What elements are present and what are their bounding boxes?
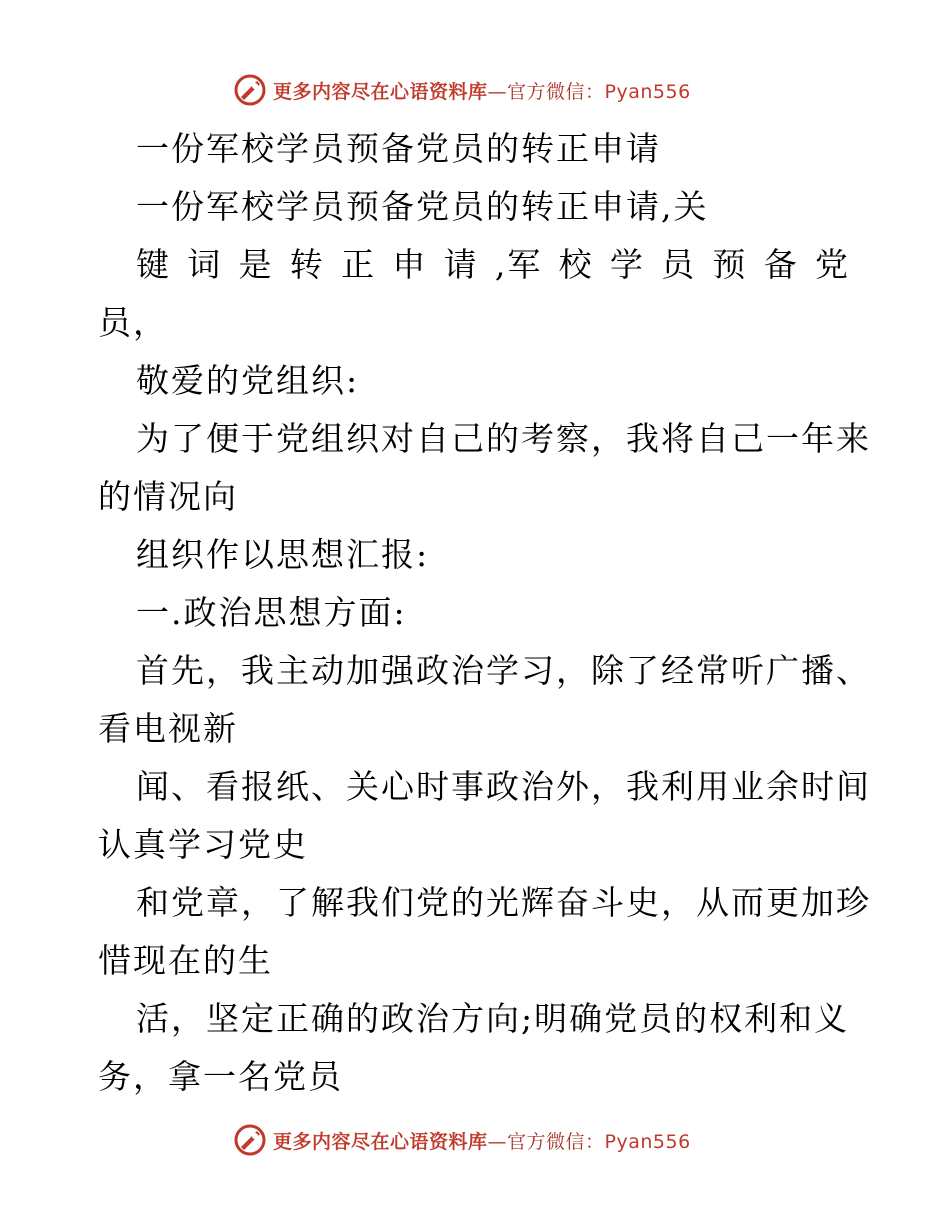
logo-icon: [233, 73, 267, 107]
keyword-token: 员: [661, 245, 697, 284]
header-watermark-inner: [233, 70, 691, 110]
keyword-token: 转: [289, 245, 325, 284]
doc-line-16: 活，坚定正确的政治方向;明确党员的权利和义: [136, 999, 850, 1038]
doc-line-14: 和党章，了解我们党的光辉奋斗史，从而更加珍: [136, 883, 871, 922]
header-watermark-wechat-id: Pyan556: [604, 80, 691, 103]
keyword-token: 词: [187, 245, 223, 284]
doc-title: 一份军校学员预备党员的转正申请: [136, 129, 661, 168]
doc-line-10: 首先，我主动加强政治学习，除了经常听广播、: [136, 651, 871, 690]
keyword-token: 校: [558, 245, 594, 284]
footer-watermark: [0, 1120, 950, 1160]
keyword-token: 申: [392, 245, 428, 284]
doc-section-heading: 一.政治思想方面:: [136, 593, 407, 632]
doc-line-3-keywords: [136, 236, 850, 294]
header-watermark-main: 更多内容尽在心语资料库: [273, 80, 488, 103]
header-watermark-dash: —: [487, 80, 508, 103]
footer-watermark-inner: [233, 1120, 691, 1160]
doc-line-2: 一份军校学员预备党员的转正申请,关: [136, 187, 709, 226]
footer-watermark-text: [273, 1127, 691, 1154]
keyword-token: 学: [609, 245, 645, 284]
footer-watermark-wechat-label: 官方微信：: [507, 1130, 605, 1153]
doc-line-17: 务，拿一名党员: [98, 1057, 343, 1096]
doc-line-6: 为了便于党组织对自己的考察，我将自己一年来: [136, 419, 871, 458]
doc-line-4: 员，: [98, 303, 168, 342]
header-watermark-wechat-label: 官方微信：: [507, 80, 605, 103]
footer-watermark-wechat-id: Pyan556: [604, 1130, 691, 1153]
keyword-token: 是: [238, 245, 274, 284]
logo-icon: [233, 1123, 267, 1157]
footer-watermark-main: 更多内容尽在心语资料库: [273, 1130, 488, 1153]
header-watermark: [0, 70, 950, 110]
doc-salutation: 敬爱的党组织:: [136, 361, 360, 400]
doc-line-15: 惜现在的生: [98, 941, 273, 980]
header-watermark-text: [273, 77, 691, 104]
doc-line-13: 认真学习党史: [98, 825, 308, 864]
doc-line-8: 组织作以思想汇报:: [136, 535, 430, 574]
keyword-token: 党: [814, 245, 850, 284]
keyword-token: ,军: [494, 245, 543, 284]
keyword-token: 备: [763, 245, 799, 284]
doc-line-7: 的情况向: [98, 477, 238, 516]
doc-line-12: 闻、看报纸、关心时事政治外，我利用业余时间: [136, 767, 871, 806]
keyword-token: 请: [443, 245, 479, 284]
doc-line-11: 看电视新: [98, 709, 238, 748]
footer-watermark-dash: —: [487, 1130, 508, 1153]
keyword-token: 正: [341, 245, 377, 284]
keyword-token: 键: [136, 245, 171, 284]
keyword-token: 预: [712, 245, 748, 284]
